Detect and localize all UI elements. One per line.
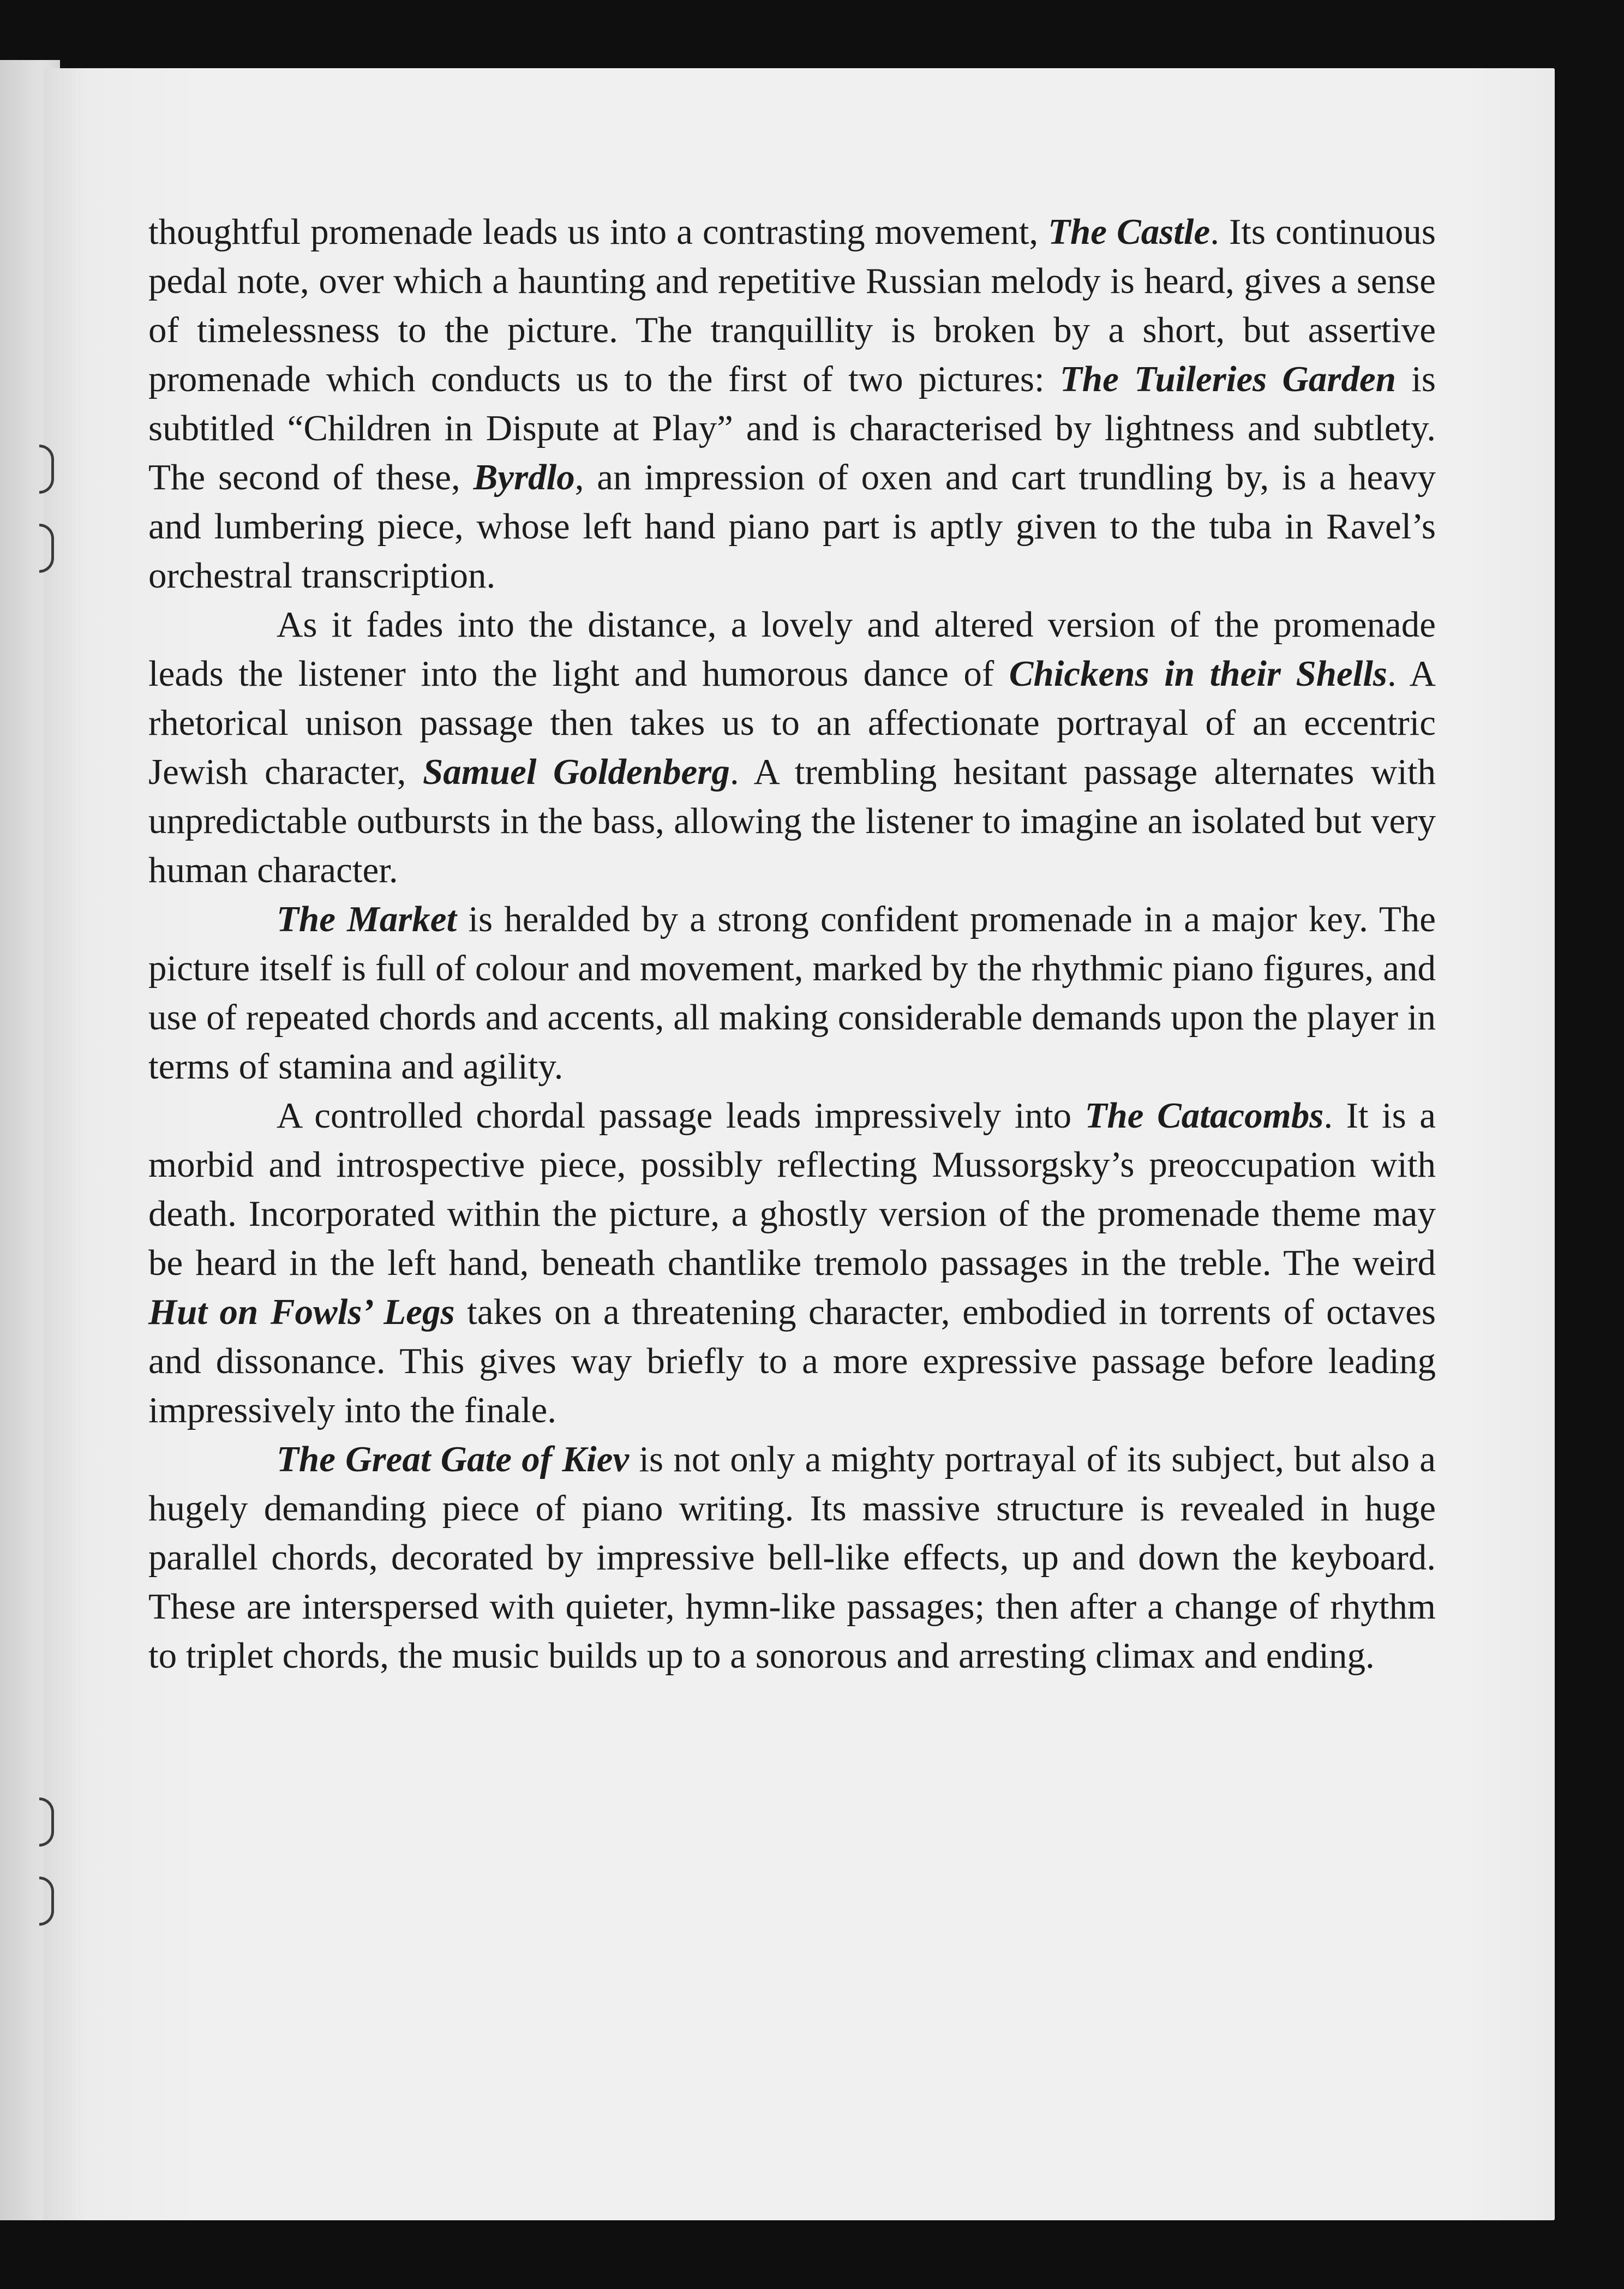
text-run: . A trembling hesitant passage alternates with unpredictable outbursts in the bass, allowing the listener to imagine an isolated but very human character.	[148, 752, 1436, 890]
text-run: is heralded by a strong confident promenade in a major key. The picture itself is full of colour and movement, marked by the rhythmic piano figures, and use of repeated chords and accents, all making considerable demands upon the player in terms of stamina and agility.	[148, 899, 1436, 1087]
work-title: The Castle	[1048, 212, 1210, 252]
binding-staple-icon	[39, 1877, 54, 1926]
text-run: , an impression of oxen and cart trundling by, is a heavy and lumbering piece, whose left hand piano part is aptly given to the tuba in Ravel’s orchestral transcription.	[148, 457, 1436, 596]
work-title: The Catacombs	[1084, 1095, 1324, 1136]
work-title: Byrdlo	[473, 457, 575, 498]
work-title: Chickens in their Shells	[1009, 654, 1388, 694]
binding-staple-icon	[39, 524, 54, 573]
text-run: takes on a threatening character, embodied in torrents of octaves and dissonance. This gives way briefly to a more expressive passage before leading impressively into the finale.	[148, 1292, 1436, 1430]
paragraph	[148, 600, 1436, 895]
work-title: The Tuileries Garden	[1059, 359, 1396, 399]
text-run: As it fades into the distance, a lovely and altered version of the promenade leads the listener into the light and humorous dance of	[148, 604, 1436, 694]
text-run: is subtitled “Children in Dispute at Play” and is characterised by lightness and subtlety. The second of these,	[148, 359, 1436, 498]
binding-staple-icon	[39, 1797, 54, 1847]
work-title: The Market	[277, 899, 457, 939]
text-run: A controlled chordal passage leads impressively into	[277, 1095, 1085, 1136]
paragraph	[148, 1435, 1436, 1680]
text-run: . It is a morbid and introspective piece, possibly reflecting Mussorgsky’s preoccupation with death. Incorporated within the picture, a ghostly version of the promenade theme may be heard in the left hand, beneath chantlike tremolo passages in the treble. The weird	[148, 1095, 1436, 1283]
text-run: is not only a mighty portrayal of its subject, but also a hugely demanding piece of piano writing. Its massive structure is revealed in huge parallel chords, decorated by impressive bell-like effects, up and down the keyboard. These are interspersed with quieter, hymn-like passages; then after a change of rhythm to triplet chords, the music builds up to a sonorous and arresting climax and ending.	[148, 1439, 1436, 1676]
paragraph	[148, 895, 1436, 1091]
programme-notes-text	[148, 207, 1436, 1680]
work-title: Hut on Fowls’ Legs	[148, 1292, 455, 1332]
paragraph	[148, 1091, 1436, 1435]
binding-staple-icon	[39, 445, 54, 494]
text-run: thoughtful promenade leads us into a contrasting movement,	[148, 212, 1048, 252]
text-run: . Its continuous pedal note, over which a haunting and repetitive Russian melody is heard, gives a sense of timelessness to the picture. The tranquillity is broken by a short, but assertive promenade which conducts us to the first of two pictures:	[148, 212, 1436, 399]
work-title: Samuel Goldenberg	[423, 752, 730, 792]
work-title: The Great Gate of Kiev	[277, 1439, 630, 1479]
paragraph	[148, 207, 1436, 600]
text-run: . A rhetorical unison passage then takes us to an affectionate portrayal of an eccentric Jewish character,	[148, 654, 1436, 792]
